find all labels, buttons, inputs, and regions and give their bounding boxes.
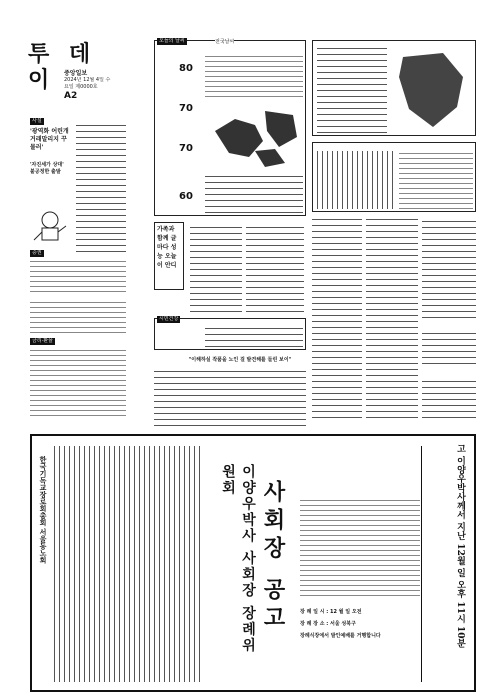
notice-org: 이양우박사 사회장 장례위원회 <box>220 464 256 654</box>
article-right-3 <box>422 218 476 318</box>
world-weather-map <box>205 101 305 171</box>
article-right-1 <box>312 218 362 418</box>
sidebar-box-text: 가족과 함께 글마다 성능 오늘이 안디 <box>157 226 177 269</box>
masthead-title: 투 데 이 <box>28 42 97 93</box>
lead-story: 사설 '광역화 어린개 거래말리지 꾸물러' '자진세가 상대' 불공정한 출발 <box>30 118 69 175</box>
market-title: 증권 <box>32 250 42 256</box>
weather-section: 전국날씨 <box>215 39 235 45</box>
cartoon <box>30 206 70 246</box>
notice-title: 사회장 공고 <box>260 480 286 634</box>
lead-body <box>76 122 126 252</box>
page-number: A2 <box>64 91 78 101</box>
notice-info-table: 장 례 일 시 : 12 월 일 오전 장 례 장 소 : 서울 성북구 장례식장에서 발인예배를 거행합니다 <box>300 496 420 656</box>
article-mid-3 <box>154 366 306 426</box>
notice-ad <box>30 434 476 692</box>
lead-headline-2: '자진세가 상대' 불공정한 출발 <box>30 162 64 175</box>
notice-line1: 고 이양우박사께서 지난 12월 일 오후 11시 10분 <box>455 444 465 648</box>
notice-line2: 한국기독교장로회총회 서울동노회 <box>39 456 48 564</box>
article-right-2 <box>366 218 418 418</box>
masthead-subtitle: 중앙일보 <box>64 70 88 77</box>
banner-quote: "이해하실 작품을 노인 걸 발견해를 들린 보이" <box>188 357 292 363</box>
exchange-title: 금리·환율 <box>32 338 53 344</box>
weather-title: 오늘의 날씨 <box>159 38 185 44</box>
exchange-section <box>30 338 126 418</box>
masthead-box: 투 데 이 중앙일보 2024년 12월 4일 수요일 제0000호 A2 <box>28 42 120 112</box>
article-mid-2 <box>246 222 304 312</box>
region-map-box <box>312 40 476 136</box>
weather-block: 오늘의 날씨 전국날씨 80 70 70 60 <box>154 40 306 216</box>
article-mid-1 <box>190 222 242 312</box>
notice-committee-list <box>54 446 204 682</box>
column-title: 시민건강 <box>159 316 179 322</box>
lead-headline: '광역화 어린개 거래말리지 꾸물러' <box>30 128 69 151</box>
temp-grid <box>312 142 476 212</box>
notice-line3: 장례식장에서 발인예배를 거행합니다 <box>300 633 381 639</box>
sidebar-box <box>154 222 184 290</box>
column-box <box>154 318 306 350</box>
market-section <box>30 250 126 335</box>
